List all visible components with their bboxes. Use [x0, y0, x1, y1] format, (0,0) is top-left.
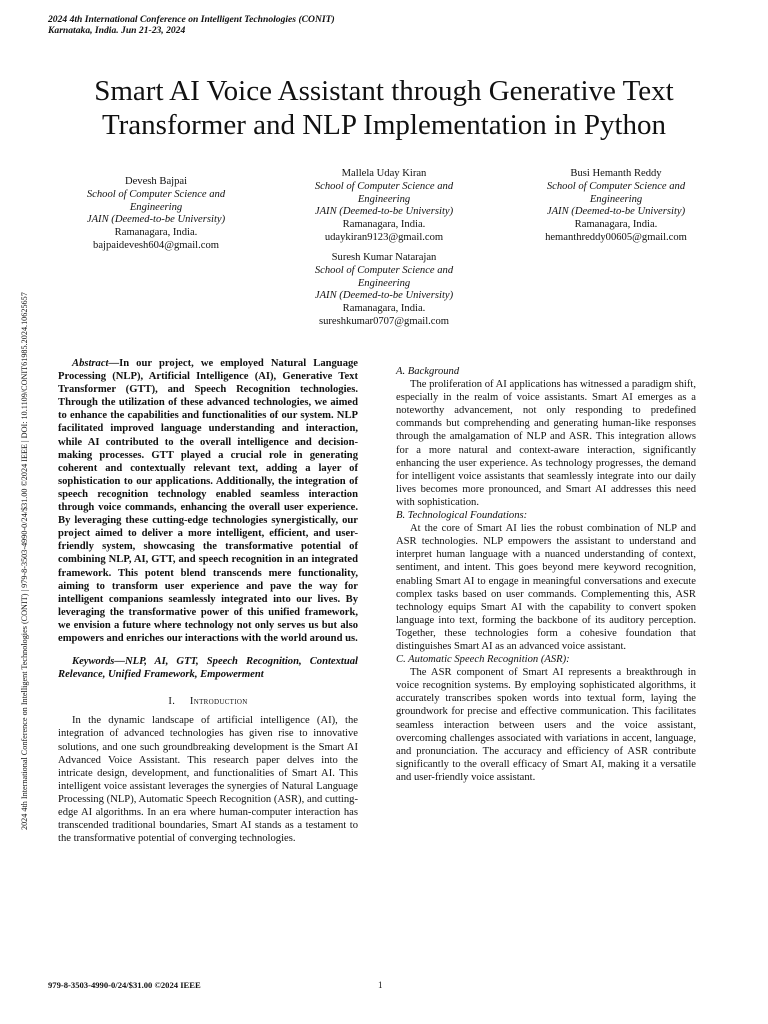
paper-title: Smart AI Voice Assistant through Generative Text Transformer and NLP Implementation in Python — [94, 75, 674, 141]
conference-header — [48, 14, 335, 36]
right-column — [396, 365, 696, 784]
subsection-heading-asr: C. Automatic Speech Recognition (ASR): — [396, 654, 570, 666]
section-heading-text: Introduction — [189, 696, 248, 708]
author-city: Ramanagara, India. — [342, 303, 426, 315]
abstract-text: —In our project, we employed Natural Language Processing (NLP), Artificial Intelligence (AI), Generative Text Transformer (GTT), and Speech Recognition technologies. Through the utilization of these advanced technologies, we aimed to enhance the capabilities and functionalities of our system. NLP facilitated improved language understanding and interaction, while AI contributed to the overall intelligence and decision-making processes. GTT played a crucial role in generating coherent and contextually relevant text, adding a layer of sophistication to our applications. Additionally, the integration of speech recognition technology enabled seamless interaction through voice commands, enhancing the overall user experience. By leveraging these cutting-edge technologies synergistically, our project aimed to deliver a more intelligent, efficient, and user-friendly system, showcasing the transformative potential of combining NLP, AI, GTT, and speech recognition in an integrated framework. This potent blend transcends mere functionality, aiming to transform user experience and pave the way for intelligent companions seamlessly integrated into our lives. By leveraging the transformative power of this unified framework, we envision a future where technology not only serves us but also empowers and enriches our interactions with the world around us. — [58, 358, 358, 644]
author-email: hemanthreddy00605@gmail.com — [545, 231, 687, 243]
author-name: Suresh Kumar Natarajan — [331, 252, 437, 263]
author-city: Ramanagara, India. — [342, 219, 426, 231]
author-affiliation: Engineering — [357, 277, 411, 289]
author-name: Devesh Bajpai — [124, 176, 188, 187]
author-name: Busi Hemanth Reddy — [570, 168, 662, 179]
footer-copyright: 979-8-3503-4990-0/24/$31.00 ©2024 IEEE — [48, 980, 201, 990]
author-email: sureshkumar0707@gmail.com — [318, 315, 450, 327]
author-block-4 — [274, 252, 494, 329]
author-affiliation: School of Computer Science and — [546, 180, 686, 192]
author-name: Mallela Uday Kiran — [341, 168, 427, 179]
abstract-lead: Abstract — [72, 358, 109, 369]
technological-foundations-paragraph: At the core of Smart AI lies the robust combination of NLP and ASR technologies. NLP empowers the assistant to understand and interpret human language with a nuanced understanding of context, sentiment, and intent. This goes beyond mere keyword recognition, enabling Smart AI to engage in meaningful conversations and execute complex tasks based on user commands. Complementing this, ASR technology equips Smart AI with the capability to convert spoken language into text, forming the backbone of its auditory perception. Together, these technologies form a cohesive foundation that distinguishes Smart AI as an advanced voice assistant. — [396, 523, 696, 652]
side-doi-note: 2024 4th International Conference on Intelligent Technologies (CONIT) | 979-8-3503-4990-0/24/$31.00 ©2024 IEEE | DOI: 10.1109/CONIT61985.2024.10625657 — [20, 292, 29, 830]
left-column — [58, 357, 358, 845]
conference-header-line1: 2024 4th International Conference on Intelligent Technologies (CONIT) — [48, 14, 335, 25]
author-city: Ramanagara, India. — [574, 219, 658, 231]
section-numeral: I. — [168, 696, 176, 708]
author-affiliation: School of Computer Science and — [314, 180, 454, 192]
author-city: Ramanagara, India. — [114, 227, 198, 239]
page-number: 1 — [378, 980, 383, 990]
subsection-heading-background: A. Background — [396, 366, 460, 377]
abstract — [58, 357, 358, 645]
section-heading-introduction — [58, 695, 358, 708]
author-block-3 — [506, 168, 726, 245]
author-affiliation: JAIN (Deemed-to-be University) — [314, 290, 454, 302]
author-email: udaykiran9123@gmail.com — [324, 231, 444, 243]
author-affiliation: JAIN (Deemed-to-be University) — [314, 206, 454, 218]
author-block-2 — [274, 168, 494, 245]
author-affiliation: Engineering — [357, 193, 411, 205]
author-affiliation: JAIN (Deemed-to-be University) — [86, 214, 226, 226]
author-affiliation: School of Computer Science and — [314, 264, 454, 276]
author-block-1 — [46, 176, 266, 253]
subsection-heading-technological-foundations: B. Technological Foundations: — [396, 510, 528, 522]
conference-header-line2: Karnataka, India. Jun 21-23, 2024 — [48, 25, 186, 36]
keywords: Keywords—NLP, AI, GTT, Speech Recognition, Contextual Relevance, Unified Framework, Empowerment — [58, 656, 358, 681]
asr-paragraph: The ASR component of Smart AI represents a breakthrough in voice recognition systems. By employing sophisticated algorithms, it accurately transcribes spoken words into textual form, laying the groundwork for precise and effective communication. This facilitates seamless interaction between users and the voice assistant, overcoming challenges associated with variations in accent, language, and pronunciation. The accuracy and efficiency of ASR contribute significantly to the overall efficacy of Smart AI, making it a versatile and user-friendly voice assistant. — [396, 667, 696, 783]
author-affiliation: Engineering — [589, 193, 643, 205]
author-affiliation: School of Computer Science and — [86, 188, 226, 200]
introduction-paragraph: In the dynamic landscape of artificial intelligence (AI), the integration of advanced technologies has given rise to innovative solutions, and one such groundbreaking development is the Smart AI Advanced Voice Assistant. This research paper delves into the intricate design, development, and functionalities of Smart AI. This intelligent voice assistant leverages the synergies of Natural Language Processing (NLP), Automatic Speech Recognition (ASR), and cutting-edge AI algorithms. In an era where human-computer interaction has transcended traditional boundaries, Smart AI stands as a testament to the transformative potential of converging technologies. — [58, 715, 358, 845]
author-email: bajpaidevesh604@gmail.com — [93, 239, 219, 251]
author-affiliation: JAIN (Deemed-to-be University) — [546, 206, 686, 218]
background-paragraph: The proliferation of AI applications has witnessed a paradigm shift, especially in the realm of voice assistants. Smart AI emerges as a noteworthy advancement, not only responding to predefined commands but comprehending and generating human-like responses through the amalgamation of NLP and ASR. This integration allows for a more natural and context-aware interaction, significantly enhancing the user experience. As technology progresses, the demand for intelligent voice assistants that seamlessly integrate into our daily lives becomes more pronounced, and Smart AI addresses this need with sophistication. — [396, 379, 696, 508]
author-affiliation: Engineering — [129, 201, 183, 213]
